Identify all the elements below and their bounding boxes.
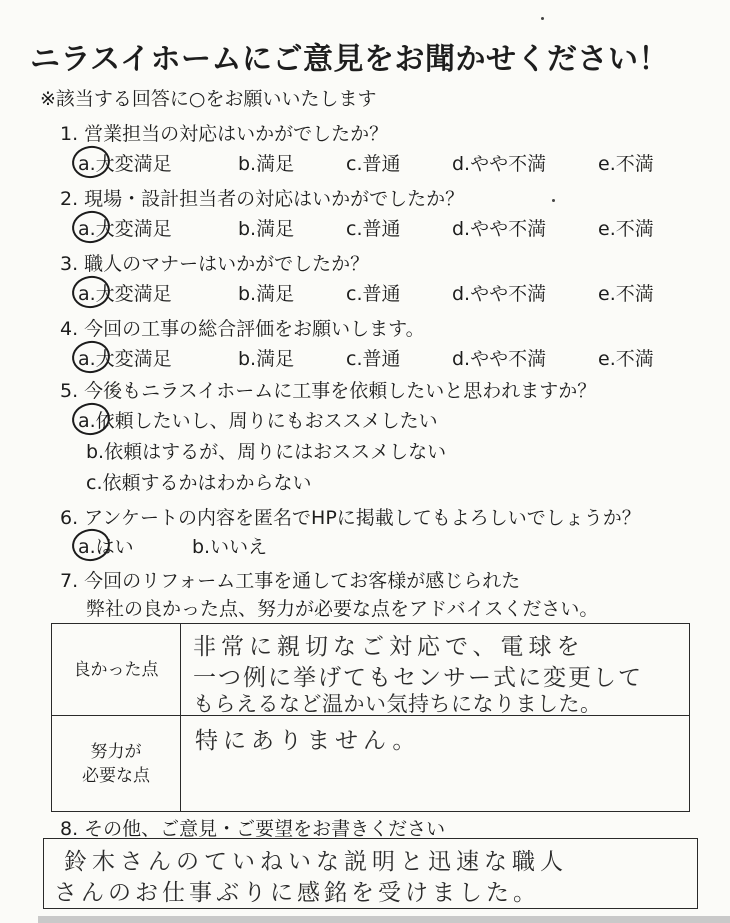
q4-option-e[interactable]: e.不満 (598, 348, 654, 370)
scan-speck (552, 199, 555, 202)
question-5: 5. 今後もニラスイホームに工事を依頼したいと思われますか？ (60, 380, 597, 402)
question-4: 4. 今回の工事の総合評価をお願いします。 (60, 318, 425, 340)
question-6-options (78, 532, 698, 560)
scan-edge (38, 916, 730, 923)
question-4-options (78, 344, 698, 372)
question-2-options (78, 214, 698, 242)
q1-option-c[interactable]: c.普通 (346, 153, 401, 175)
good-points-cell[interactable] (181, 624, 690, 716)
q2-option-c[interactable]: c.普通 (346, 218, 401, 240)
q2-option-e[interactable]: e.不満 (598, 218, 654, 240)
good-points-line-3: もらえるなど温かい気持ちになりました。 (193, 692, 602, 716)
q2-option-a[interactable]: a.大変満足 (78, 218, 172, 240)
q6-option-b[interactable]: b.いいえ (192, 536, 268, 558)
q5-option-a[interactable]: a.依頼したいし、周りにもおススメしたい (78, 410, 438, 432)
q4-option-a[interactable]: a.大変満足 (78, 348, 172, 370)
effort-points-line-1: 特にありません。 (195, 728, 421, 754)
good-points-line-1: 非常に親切なご対応で、電球を (193, 634, 585, 660)
good-points-label: 良かった点 (52, 624, 181, 716)
q2-option-d[interactable]: d.やや不満 (452, 218, 547, 240)
effort-points-label (52, 716, 181, 812)
instruction-note: ※該当する回答に○をお願いいたします (40, 88, 377, 110)
q4-option-b[interactable]: b.満足 (238, 348, 295, 370)
q5-option-c[interactable]: c.依頼するかはわからない (86, 472, 312, 494)
other-comments-box[interactable] (43, 838, 698, 909)
q6-option-a[interactable]: a.はい (78, 536, 134, 558)
q1-option-e[interactable]: e.不満 (598, 153, 654, 175)
question-3: 3. 職人のマナーはいかがでしたか？ (60, 253, 370, 275)
q1-option-b[interactable]: b.満足 (238, 153, 295, 175)
q5-option-b[interactable]: b.依頼はするが、周りにはおススメしない (86, 441, 447, 463)
good-points-line-2: 一つ例に挙げてもセンサー式に変更して (193, 665, 643, 691)
q1-option-d[interactable]: d.やや不満 (452, 153, 547, 175)
question-7-line1: 7. 今回のリフォーム工事を通してお客様が感じられた (60, 570, 521, 592)
q4-option-c[interactable]: c.普通 (346, 348, 401, 370)
question-2: 2. 現場・設計担当者の対応はいかがでしたか？ (60, 188, 465, 210)
q3-option-b[interactable]: b.満足 (238, 283, 295, 305)
effort-label-line-2: 必要な点 (82, 765, 150, 786)
question-8: 8. その他、ご意見・ご要望をお書きください (60, 818, 446, 840)
advice-table (51, 623, 690, 812)
question-7-line2: 弊社の良かった点、努力が必要な点をアドバイスください。 (86, 598, 599, 620)
survey-title: ニラスイホームにご意見をお聞かせください！ (30, 42, 669, 77)
scan-speck (541, 17, 544, 20)
effort-label-line-1: 努力が (90, 741, 142, 762)
question-3-options (78, 279, 698, 307)
question-1-options (78, 149, 698, 177)
q3-option-c[interactable]: c.普通 (346, 283, 401, 305)
q2-option-b[interactable]: b.満足 (238, 218, 295, 240)
other-comments-line-1: 鈴木さんのていねいな説明と迅速な職人 (64, 849, 568, 875)
q3-option-e[interactable]: e.不満 (598, 283, 654, 305)
question-6: 6. アンケートの内容を匿名でHPに掲載してもよろしいでしょうか？ (60, 507, 641, 529)
q1-option-a[interactable]: a.大変満足 (78, 153, 172, 175)
q3-option-a[interactable]: a.大変満足 (78, 283, 172, 305)
other-comments-line-2: さんのお仕事ぶりに感銘を受けました。 (54, 880, 540, 906)
q3-option-d[interactable]: d.やや不満 (452, 283, 547, 305)
effort-points-cell[interactable] (181, 716, 690, 812)
question-1: 1. 営業担当の対応はいかがでしたか？ (60, 123, 389, 145)
q4-option-d[interactable]: d.やや不満 (452, 348, 547, 370)
